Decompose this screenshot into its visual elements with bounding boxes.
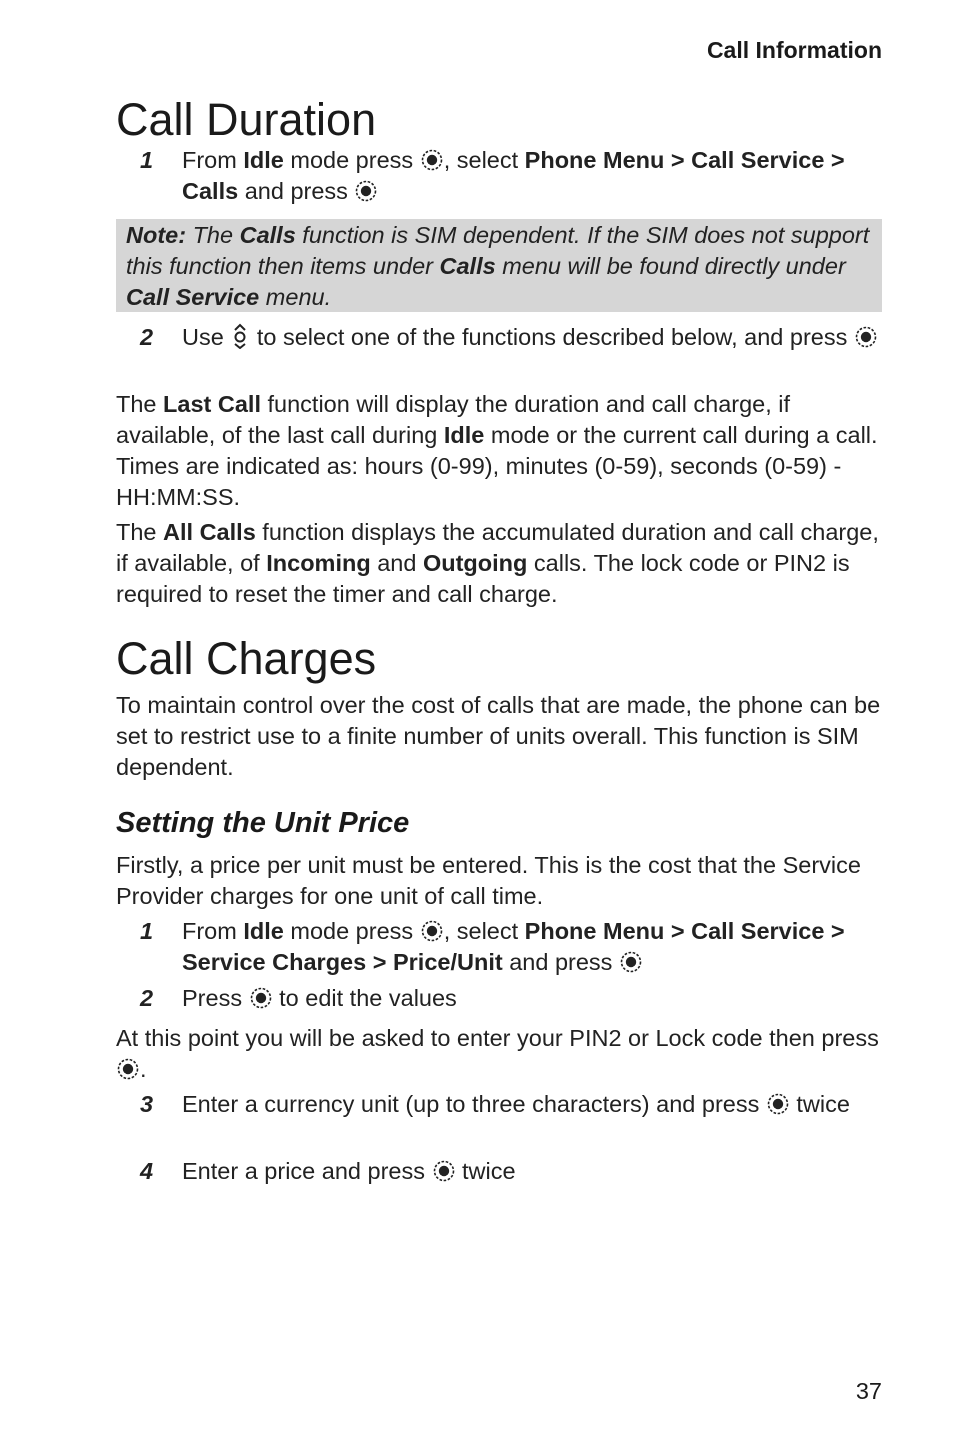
step-text: From Idle mode press , select Phone Menu > Call Service > Service Charges > Price/Unit and press [182, 918, 845, 975]
ok-select-key-icon [250, 987, 272, 1009]
page-number: 37 [855, 1378, 882, 1404]
pin2-paragraph: At this point you will be asked to enter your PIN2 or Lock code then press . [116, 1025, 879, 1082]
navigation-up-down-key-icon [231, 323, 249, 349]
running-head: Call Information [706, 37, 882, 63]
unit-price-intro: Firstly, a price per unit must be entered. This is the cost that the Service Provider charges for one unit of call time. [116, 852, 861, 909]
call-charges-intro: To maintain control over the cost of calls that are made, the phone can be set to restrict use to a finite number of units overall. This function is SIM dependent. [116, 692, 881, 780]
step-text: Enter a price and press twice [182, 1158, 516, 1184]
step-text: Use to select one of the functions described below, and press [182, 322, 882, 353]
ok-select-key-icon [355, 180, 377, 202]
section-title-call-charges: Call Charges [116, 633, 377, 684]
step-number: 2 [140, 985, 154, 1011]
ok-select-key-icon [421, 920, 443, 942]
step-text: Press to edit the values [182, 985, 457, 1011]
ok-select-key-icon [433, 1160, 455, 1182]
ok-select-key-icon [767, 1093, 789, 1115]
all-calls-paragraph: The All Calls function displays the accumulated duration and call charge, if available, of Incoming and Outgoing calls. The lock code or PIN2 is required to reset the timer and call charge. [116, 519, 879, 607]
ok-select-key-icon [620, 951, 642, 973]
ok-select-key-icon [855, 326, 877, 348]
ok-select-key-icon [117, 1058, 139, 1080]
step-number: 4 [140, 1158, 154, 1184]
ok-select-key-icon [421, 149, 443, 171]
note-box: Note: The Calls function is SIM dependent. If the SIM does not support this function then items under Calls menu will be found directly under Call Service menu. [116, 219, 882, 312]
step-number: 2 [140, 324, 154, 350]
step-text: Enter a currency unit (up to three characters) and press twice [182, 1091, 850, 1117]
last-call-paragraph: The Last Call function will display the duration and call charge, if available, of the last call during Idle mode or the current call during a call. Times are indicated as: hours (0-99), minutes (0-59), seconds (0-59) - HH:MM:SS. [116, 391, 878, 510]
step-number: 3 [140, 1091, 154, 1117]
step-number: 1 [140, 147, 154, 173]
step-text: From Idle mode press , select Phone Menu > Call Service > Calls and press [182, 147, 845, 204]
manual-page [116, 0, 882, 1442]
step-number: 1 [140, 918, 154, 944]
subsection-title-unit-price: Setting the Unit Price [116, 807, 410, 839]
section-title-call-duration: Call Duration [116, 94, 377, 145]
